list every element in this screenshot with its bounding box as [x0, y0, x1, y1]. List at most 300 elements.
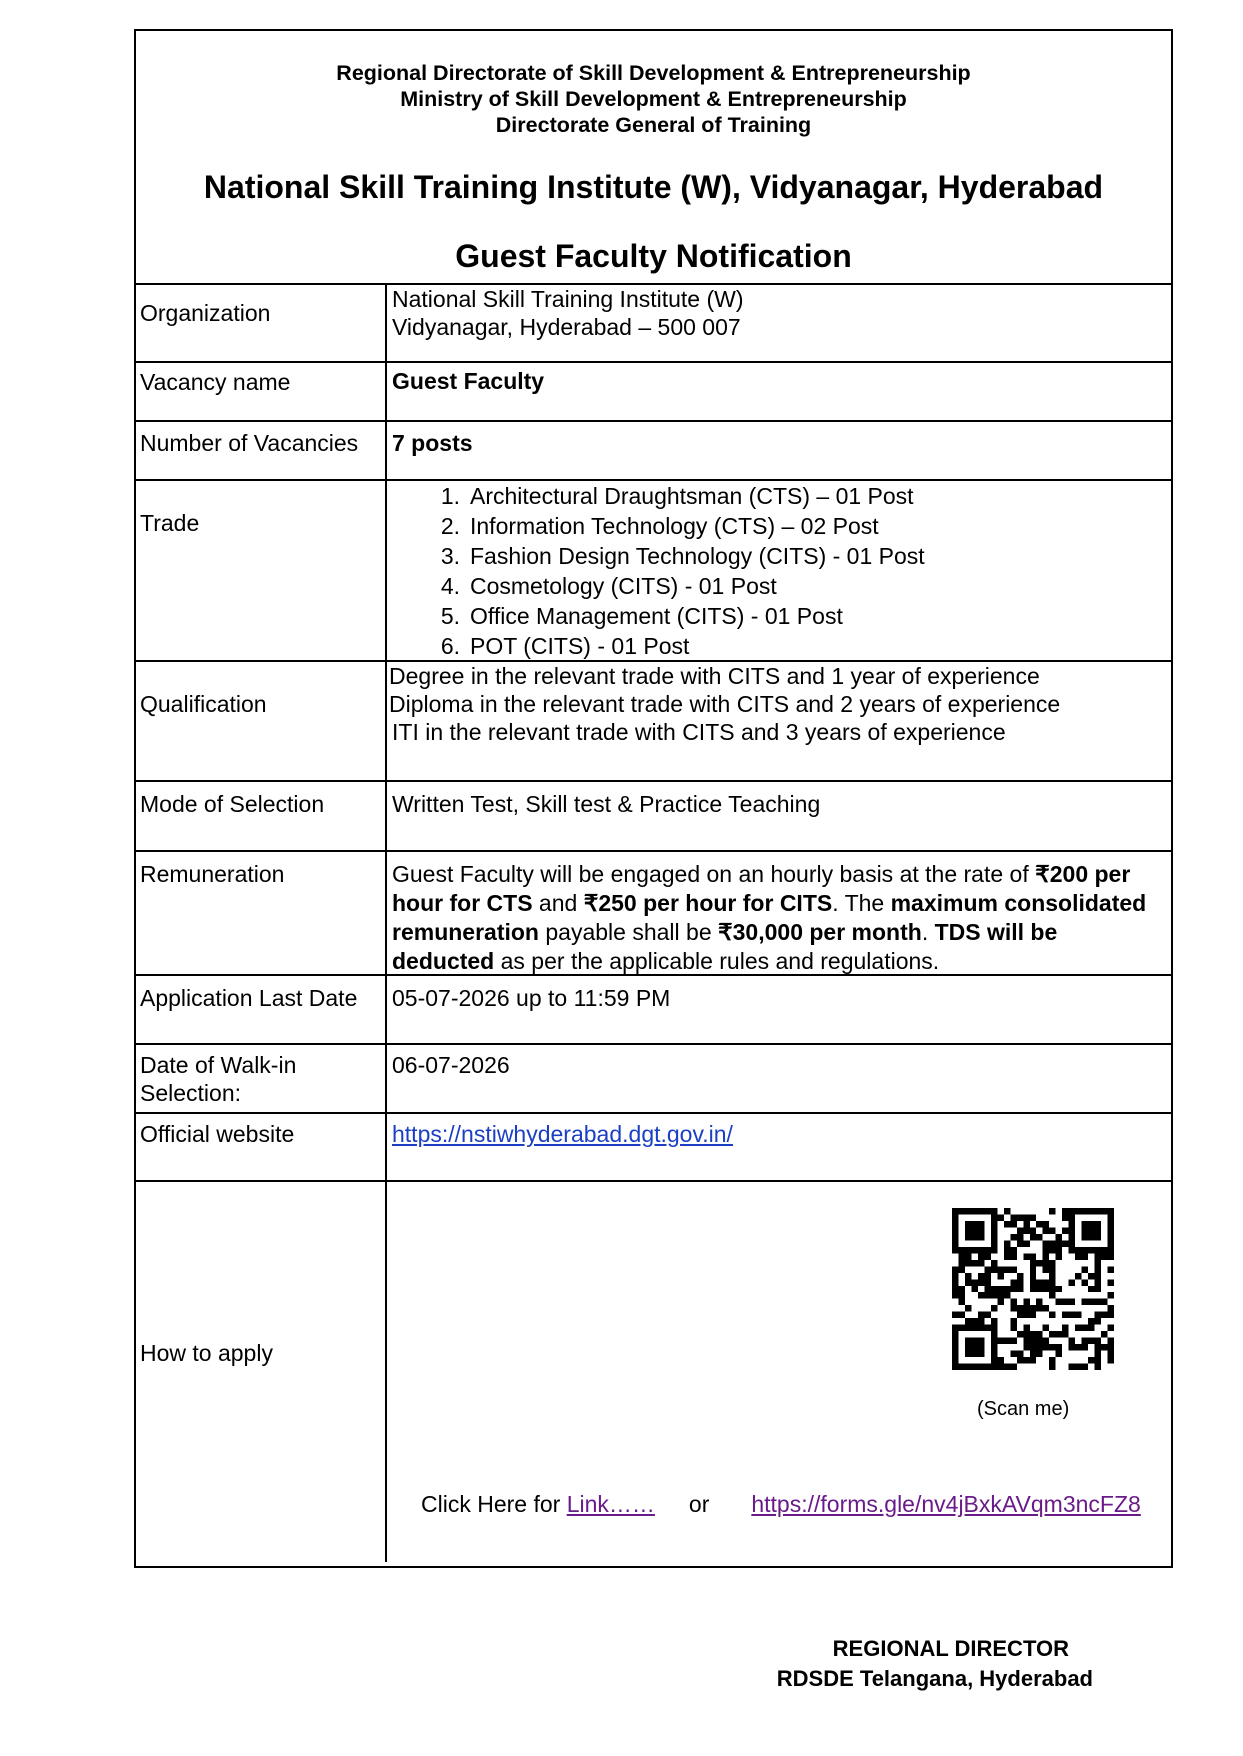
list-item: 6. POT (CITS) - 01 Post	[440, 633, 690, 659]
qr-module	[984, 1266, 990, 1272]
qr-module	[991, 1351, 997, 1357]
qr-module	[1095, 1312, 1101, 1318]
dgt-line: Directorate General of Training	[495, 113, 812, 137]
qr-module	[965, 1221, 971, 1227]
qr-module	[958, 1286, 964, 1292]
qr-module	[1043, 1344, 1049, 1350]
qr-module	[1010, 1221, 1016, 1227]
qr-module	[1095, 1273, 1101, 1279]
qr-module	[1023, 1331, 1029, 1337]
qr-module	[1088, 1227, 1094, 1233]
qr-module	[1069, 1247, 1075, 1253]
qr-module	[1082, 1299, 1088, 1305]
qr-module	[1049, 1364, 1055, 1370]
qr-module	[1036, 1331, 1042, 1337]
qr-module	[1108, 1266, 1114, 1272]
qr-module	[997, 1266, 1003, 1272]
qr-module	[1095, 1221, 1101, 1227]
qr-module	[952, 1344, 958, 1350]
qr-module	[1043, 1253, 1049, 1259]
qr-module	[978, 1273, 984, 1279]
qr-module	[1049, 1240, 1055, 1246]
qr-module	[1010, 1305, 1016, 1311]
qr-module	[965, 1208, 971, 1214]
qr-module	[1030, 1214, 1036, 1220]
qr-module	[1036, 1299, 1042, 1305]
qr-module	[1043, 1221, 1049, 1227]
qr-module	[971, 1338, 977, 1344]
qr-module	[971, 1260, 977, 1266]
qr-module	[952, 1292, 958, 1298]
qr-module	[1062, 1331, 1068, 1337]
trade-list	[392, 481, 1171, 661]
qr-module	[1004, 1286, 1010, 1292]
qr-module	[971, 1318, 977, 1324]
qr-module	[991, 1325, 997, 1331]
qr-module	[1017, 1279, 1023, 1285]
qr-module	[991, 1331, 997, 1337]
label-remuneration: Remuneration	[136, 852, 387, 974]
qr-module	[1101, 1208, 1107, 1214]
qr-module	[965, 1305, 971, 1311]
qr-module	[1010, 1253, 1016, 1259]
qualification-iti: ITI in the relevant trade with CITS and 3 years of experience	[392, 719, 1006, 745]
qr-module	[1023, 1240, 1029, 1246]
qr-module	[978, 1234, 984, 1240]
signature-block	[700, 1634, 1093, 1694]
value-qualification	[387, 662, 1171, 780]
qr-module	[991, 1305, 997, 1311]
directorate-line: Regional Directorate of Skill Development & Entrepreneurship	[336, 61, 971, 85]
qr-module	[1088, 1299, 1094, 1305]
qr-module	[1062, 1208, 1068, 1214]
qr-module	[1010, 1266, 1016, 1272]
qr-module	[1095, 1247, 1101, 1253]
qr-module	[952, 1331, 958, 1337]
qr-module	[1030, 1357, 1036, 1363]
qr-module	[1030, 1344, 1036, 1350]
qr-module	[978, 1312, 984, 1318]
qr-module	[978, 1318, 984, 1324]
qr-module	[1049, 1266, 1055, 1272]
qr-module	[1023, 1312, 1029, 1318]
qr-module	[1036, 1279, 1042, 1285]
qr-code-graphic	[952, 1208, 1114, 1370]
qr-module	[991, 1234, 997, 1240]
qr-module	[984, 1253, 990, 1259]
qr-module	[1043, 1279, 1049, 1285]
qr-module	[978, 1227, 984, 1233]
qr-module	[965, 1253, 971, 1259]
qr-module	[978, 1364, 984, 1370]
qr-module	[1036, 1234, 1042, 1240]
qr-module	[1043, 1227, 1049, 1233]
qr-module	[1069, 1221, 1075, 1227]
qr-module	[1082, 1325, 1088, 1331]
qr-module	[1010, 1247, 1016, 1253]
qr-module	[1095, 1279, 1101, 1285]
qr-module	[1082, 1344, 1088, 1350]
label-website: Official website	[136, 1114, 387, 1180]
qr-module	[978, 1260, 984, 1266]
value-remuneration: Guest Faculty will be engaged on an hourly basis at the rate of ₹200 per hour for CTS and ₹250 per hour for CITS. The maximum consolidated remuneration payable shall be ₹30,000 per month. TDS will be deducted as per the applicable rules and regulations.	[392, 861, 1147, 974]
qr-module	[1049, 1344, 1055, 1350]
qr-module	[1056, 1351, 1062, 1357]
qr-module	[1023, 1338, 1029, 1344]
qr-module	[952, 1221, 958, 1227]
qr-module	[984, 1325, 990, 1331]
qr-module	[1049, 1292, 1055, 1298]
qr-module	[1030, 1338, 1036, 1344]
qr-module	[1030, 1351, 1036, 1357]
qr-module	[1082, 1234, 1088, 1240]
qr-module	[1056, 1344, 1062, 1350]
qr-module	[971, 1364, 977, 1370]
qr-module	[991, 1292, 997, 1298]
qr-module	[958, 1260, 964, 1266]
list-item: 3. Fashion Design Technology (CITS) - 01 Post	[440, 543, 925, 569]
qr-module	[991, 1247, 997, 1253]
qr-module	[965, 1364, 971, 1370]
list-item: 4. Cosmetology (CITS) - 01 Post	[440, 573, 777, 599]
qr-module	[984, 1364, 990, 1370]
qr-module	[978, 1351, 984, 1357]
qr-module	[984, 1247, 990, 1253]
qr-module	[997, 1364, 1003, 1370]
qr-module	[958, 1208, 964, 1214]
organization-line2: Vidyanagar, Hyderabad – 500 007	[392, 314, 741, 340]
qr-module	[1023, 1221, 1029, 1227]
label-trade: Trade	[136, 481, 387, 660]
qr-module	[1023, 1214, 1029, 1220]
qr-module	[1036, 1344, 1042, 1350]
qr-module	[958, 1364, 964, 1370]
qr-module	[978, 1247, 984, 1253]
qr-module	[1017, 1351, 1023, 1357]
qr-module	[1101, 1299, 1107, 1305]
qr-module	[1030, 1305, 1036, 1311]
qr-module	[952, 1338, 958, 1344]
qr-module	[1095, 1344, 1101, 1350]
list-item: 2. Information Technology (CTS) – 02 Post	[440, 513, 879, 539]
qr-module	[1023, 1227, 1029, 1233]
qr-module	[1030, 1253, 1036, 1259]
label-mode: Mode of Selection	[136, 782, 387, 850]
qr-module	[1004, 1364, 1010, 1370]
qr-module	[1010, 1351, 1016, 1357]
list-item: 5. Office Management (CITS) - 01 Post	[440, 603, 843, 629]
qr-module	[1036, 1221, 1042, 1227]
official-website-link[interactable]: https://nstiwhyderabad.dgt.gov.in/	[392, 1121, 733, 1147]
qr-module	[958, 1266, 964, 1272]
scan-me-caption: (Scan me)	[977, 1398, 1070, 1420]
qr-module	[1049, 1260, 1055, 1266]
qr-module	[1010, 1299, 1016, 1305]
label-num-vacancies: Number of Vacancies	[136, 422, 387, 479]
qr-module	[1095, 1234, 1101, 1240]
qr-module	[1004, 1266, 1010, 1272]
qr-module	[1069, 1240, 1075, 1246]
qr-module	[991, 1286, 997, 1292]
qr-module	[1095, 1357, 1101, 1363]
value-how-to-apply	[387, 1182, 1171, 1562]
qr-module	[991, 1214, 997, 1220]
qr-module	[1030, 1234, 1036, 1240]
qr-module	[1069, 1338, 1075, 1344]
qr-module	[1062, 1227, 1068, 1233]
qr-module	[1082, 1279, 1088, 1285]
qr-module	[1101, 1247, 1107, 1253]
qr-module	[1017, 1273, 1023, 1279]
qr-module	[991, 1221, 997, 1227]
qr-module	[1095, 1364, 1101, 1370]
qr-module	[952, 1208, 958, 1214]
qr-module	[1069, 1312, 1075, 1318]
qr-module	[1095, 1260, 1101, 1266]
qr-module	[984, 1292, 990, 1298]
qr-module	[965, 1247, 971, 1253]
qr-module	[1069, 1234, 1075, 1240]
qr-module	[952, 1240, 958, 1246]
value-vacancy: Guest Faculty	[392, 368, 545, 394]
qr-module	[1075, 1253, 1081, 1259]
qr-module	[991, 1318, 997, 1324]
qr-module	[1101, 1331, 1107, 1337]
qr-module	[965, 1344, 971, 1350]
apply-link-line: Click Here for Link…… or https://forms.gle/nv4jBxkAVqm3ncFZ8	[421, 1491, 1141, 1517]
qr-module	[1082, 1221, 1088, 1227]
qr-module	[978, 1253, 984, 1259]
qr-module	[1088, 1286, 1094, 1292]
qr-module	[1030, 1331, 1036, 1337]
qr-module	[1043, 1240, 1049, 1246]
qr-module	[971, 1351, 977, 1357]
qr-module	[1030, 1273, 1036, 1279]
row-organization	[136, 285, 1171, 363]
qr-module	[971, 1325, 977, 1331]
label-how-to-apply: How to apply	[136, 1182, 387, 1562]
qr-module	[1049, 1331, 1055, 1337]
qr-module	[971, 1247, 977, 1253]
qr-module	[1082, 1338, 1088, 1344]
qr-module	[1108, 1357, 1114, 1363]
qr-code-icon[interactable]	[952, 1208, 1114, 1370]
qr-module	[952, 1312, 958, 1318]
qr-module	[1017, 1312, 1023, 1318]
qr-module	[1108, 1351, 1114, 1357]
qr-module	[984, 1273, 990, 1279]
qr-module	[991, 1227, 997, 1233]
qr-module	[1043, 1286, 1049, 1292]
qr-module	[1088, 1318, 1094, 1324]
qr-module	[1023, 1357, 1029, 1363]
qr-module	[1082, 1227, 1088, 1233]
qr-module	[965, 1351, 971, 1357]
qr-module	[1049, 1247, 1055, 1253]
qr-module	[1043, 1305, 1049, 1311]
qr-module	[1095, 1351, 1101, 1357]
qr-module	[1056, 1299, 1062, 1305]
qr-module	[1049, 1208, 1055, 1214]
qr-module	[1056, 1247, 1062, 1253]
qr-module	[1049, 1312, 1055, 1318]
qr-module	[1036, 1338, 1042, 1344]
qr-module	[1101, 1312, 1107, 1318]
qr-module	[997, 1299, 1003, 1305]
qr-module	[991, 1364, 997, 1370]
qr-module	[1069, 1208, 1075, 1214]
notification-header	[136, 31, 1171, 285]
qr-module	[1017, 1227, 1023, 1233]
qr-module	[1049, 1279, 1055, 1285]
qr-module	[997, 1286, 1003, 1292]
qr-module	[978, 1292, 984, 1298]
qr-module	[1004, 1240, 1010, 1246]
qr-module	[1049, 1227, 1055, 1233]
row-vacancy	[136, 363, 1171, 422]
qr-module	[1004, 1247, 1010, 1253]
qr-module	[1082, 1247, 1088, 1253]
qr-module	[997, 1273, 1003, 1279]
qr-module	[1023, 1305, 1029, 1311]
value-num-vacancies: 7 posts	[392, 430, 473, 456]
qr-module	[984, 1279, 990, 1285]
qr-module	[1043, 1260, 1049, 1266]
qr-module	[1023, 1299, 1029, 1305]
qr-module	[1088, 1221, 1094, 1227]
qr-module	[971, 1279, 977, 1285]
qr-module	[958, 1292, 964, 1298]
qr-module	[1023, 1253, 1029, 1259]
qr-module	[965, 1227, 971, 1233]
qr-module	[991, 1208, 997, 1214]
qr-module	[1088, 1234, 1094, 1240]
row-mode	[136, 782, 1171, 852]
qr-module	[1101, 1253, 1107, 1259]
qr-module	[991, 1338, 997, 1344]
qr-module	[958, 1325, 964, 1331]
qr-module	[1004, 1338, 1010, 1344]
qr-module	[1017, 1214, 1023, 1220]
label-vacancy: Vacancy name	[136, 363, 387, 420]
qr-module	[1108, 1227, 1114, 1233]
qr-module	[1082, 1364, 1088, 1370]
qr-module	[971, 1234, 977, 1240]
qr-module	[1108, 1221, 1114, 1227]
qr-module	[1010, 1325, 1016, 1331]
qr-module	[958, 1299, 964, 1305]
qr-module	[1049, 1273, 1055, 1279]
qr-module	[952, 1234, 958, 1240]
qr-module	[978, 1325, 984, 1331]
qr-module	[965, 1338, 971, 1344]
qr-module	[984, 1312, 990, 1318]
qr-module	[1010, 1214, 1016, 1220]
qr-module	[1030, 1312, 1036, 1318]
qr-module	[978, 1338, 984, 1344]
qr-module	[1043, 1266, 1049, 1272]
qr-module	[1075, 1247, 1081, 1253]
apply-link[interactable]: Link……	[566, 1491, 655, 1517]
qr-module	[1017, 1286, 1023, 1292]
qr-module	[1082, 1266, 1088, 1272]
qr-module	[952, 1214, 958, 1220]
qr-module	[1049, 1286, 1055, 1292]
google-form-link[interactable]: https://forms.gle/nv4jBxkAVqm3ncFZ8	[751, 1491, 1141, 1517]
value-website	[387, 1114, 1171, 1180]
qr-module	[1023, 1344, 1029, 1350]
list-item: 1. Architectural Draughtsman (CTS) – 01 Post	[440, 483, 914, 509]
qr-module	[1017, 1234, 1023, 1240]
qr-module	[997, 1338, 1003, 1344]
qr-module	[997, 1357, 1003, 1363]
qr-module	[1004, 1292, 1010, 1298]
footer-title: REGIONAL DIRECTOR	[832, 1636, 1069, 1661]
qr-module	[952, 1266, 958, 1272]
qr-module	[965, 1234, 971, 1240]
qr-module	[1069, 1344, 1075, 1350]
qr-module	[1036, 1260, 1042, 1266]
qr-module	[958, 1253, 964, 1259]
qr-module	[1030, 1260, 1036, 1266]
qr-module	[1004, 1208, 1010, 1214]
qr-module	[1088, 1273, 1094, 1279]
qr-module	[1017, 1331, 1023, 1337]
qr-module	[1017, 1240, 1023, 1246]
qr-module	[1010, 1318, 1016, 1324]
notification-frame	[134, 29, 1173, 1568]
qr-module	[1095, 1253, 1101, 1259]
qr-module	[952, 1227, 958, 1233]
qr-module	[1062, 1312, 1068, 1318]
row-remuneration	[136, 852, 1171, 976]
qr-module	[1056, 1240, 1062, 1246]
qr-module	[971, 1221, 977, 1227]
qr-module	[1108, 1344, 1114, 1350]
ministry-line: Ministry of Skill Development & Entrepreneurship	[400, 87, 907, 111]
qr-module	[1108, 1240, 1114, 1246]
qr-module	[1108, 1208, 1114, 1214]
qr-module	[1108, 1247, 1114, 1253]
row-walkin	[136, 1045, 1171, 1114]
qr-module	[1062, 1240, 1068, 1246]
qr-module	[971, 1208, 977, 1214]
qr-module	[1043, 1325, 1049, 1331]
qr-module	[1030, 1279, 1036, 1285]
qr-module	[1030, 1286, 1036, 1292]
qr-module	[1075, 1344, 1081, 1350]
qr-module	[1095, 1227, 1101, 1233]
value-last-date: 05-07-2026 up to 11:59 PM	[392, 985, 671, 1011]
qr-module	[952, 1364, 958, 1370]
qr-module	[958, 1312, 964, 1318]
qr-module	[1108, 1214, 1114, 1220]
qr-module	[1108, 1253, 1114, 1259]
qr-module	[1017, 1357, 1023, 1363]
qr-module	[1004, 1221, 1010, 1227]
qr-module	[971, 1344, 977, 1350]
qr-module	[1095, 1286, 1101, 1292]
qr-module	[1069, 1364, 1075, 1370]
qr-module	[1056, 1234, 1062, 1240]
qr-module	[978, 1221, 984, 1227]
qr-module	[1095, 1318, 1101, 1324]
qr-module	[1043, 1247, 1049, 1253]
qr-module	[1108, 1292, 1114, 1298]
qr-module	[1010, 1286, 1016, 1292]
value-organization	[387, 285, 1171, 361]
qr-module	[1095, 1338, 1101, 1344]
